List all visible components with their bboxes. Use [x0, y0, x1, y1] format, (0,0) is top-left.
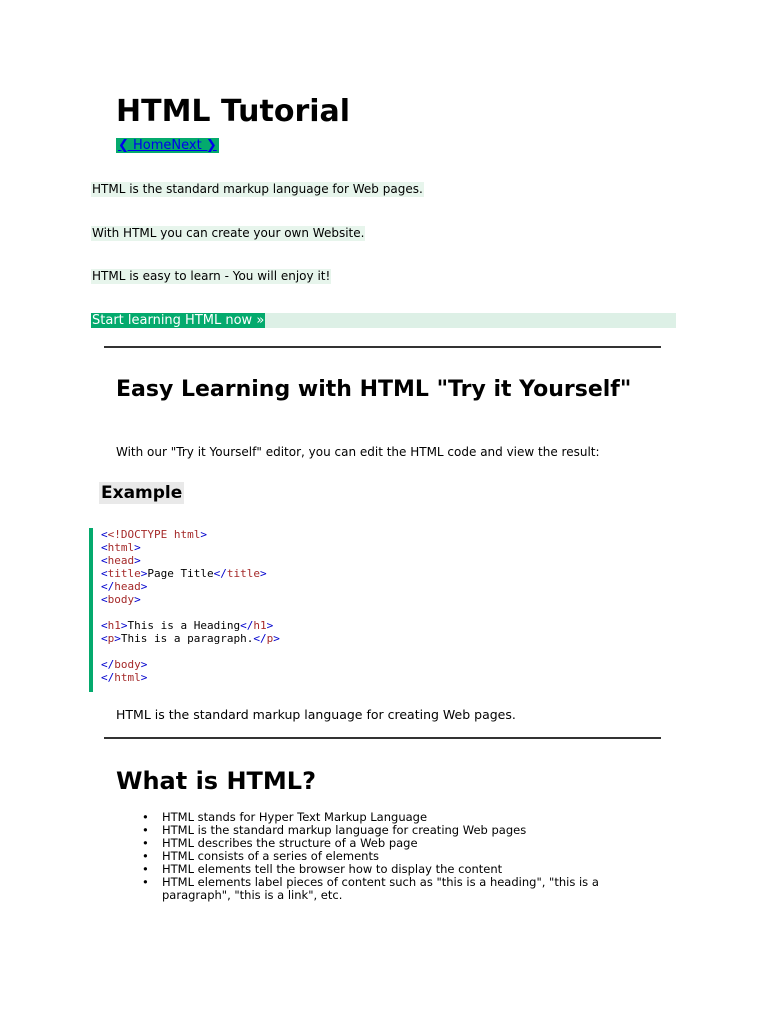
- intro-line-1: HTML is the standard markup language for Web pages.: [92, 182, 423, 196]
- list-item: • HTML stands for Hyper Text Markup Language: [162, 811, 622, 824]
- divider: [104, 346, 661, 348]
- next-link[interactable]: Next ❯: [171, 138, 217, 153]
- list-item: • HTML elements tell the browser how to display the content: [162, 863, 622, 876]
- section-heading-try-it: Easy Learning with HTML "Try it Yourself": [116, 377, 632, 402]
- facts-list: [162, 811, 622, 902]
- example-result-text: HTML is the standard markup language for creating Web pages.: [116, 707, 516, 722]
- list-item: • HTML describes the structure of a Web page: [162, 837, 622, 850]
- code-example: [89, 528, 653, 692]
- example-heading: Example: [101, 483, 183, 503]
- section-heading-what-is-html: What is HTML?: [116, 767, 317, 795]
- intro-line-2: With HTML you can create your own Website.: [92, 226, 365, 240]
- page-title: HTML Tutorial: [116, 94, 351, 129]
- list-item: • HTML is the standard markup language for creating Web pages: [162, 824, 622, 837]
- list-item: • HTML consists of a series of elements: [162, 850, 622, 863]
- divider: [104, 737, 661, 739]
- intro-line-3: HTML is easy to learn - You will enjoy it!: [92, 269, 331, 283]
- list-item: • HTML elements label pieces of content such as "this is a heading", "this is a paragraph", "this is a link", etc.: [162, 876, 622, 902]
- section-description: With our "Try it Yourself" editor, you can edit the HTML code and view the result:: [116, 445, 600, 459]
- tutorial-nav: [116, 138, 219, 153]
- start-learning-button[interactable]: Start learning HTML now »: [92, 313, 265, 328]
- cta-row: [91, 313, 676, 328]
- code-block: <<!DOCTYPE html> <html> <head> <title>Page Title</title> </head> <body> <h1>This is a Heading</h1> <p>This is a paragraph.</p> </body> </html>: [101, 528, 280, 684]
- home-link[interactable]: ❮ Home: [118, 138, 172, 153]
